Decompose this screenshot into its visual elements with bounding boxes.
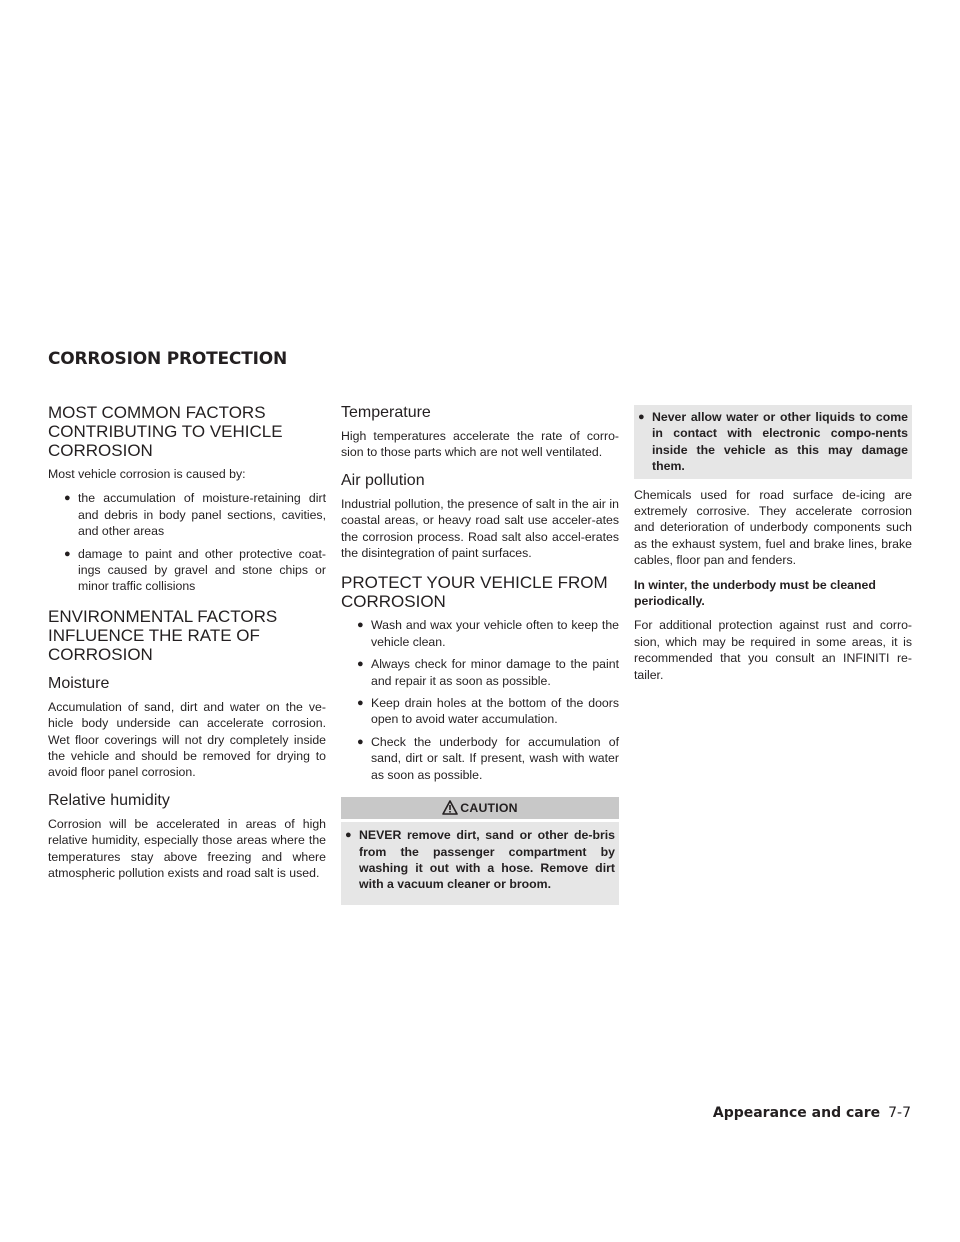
list-item: ● damage to paint and other protective coat-ings caused by gravel and stone chips or minor traffic collisions bbox=[64, 546, 326, 594]
bullet-icon: ● bbox=[345, 829, 352, 842]
caution-item: ● Never allow water or other liquids to come in contact with electronic compo-nents inside the vehicle as this may damage them. bbox=[638, 410, 908, 474]
caution-box-continued bbox=[634, 405, 912, 479]
intro-text: Most vehicle corrosion is caused by: bbox=[48, 467, 246, 481]
winter-text: In winter, the underbody must be cleaned periodically. bbox=[634, 577, 876, 609]
footer-section-title: Appearance and care bbox=[712, 1105, 881, 1121]
bullet-icon: ● bbox=[357, 658, 364, 671]
moisture-text: Accumulation of sand, dirt and water on the ve-hicle body underside can accelerate corrosion. Wet floor coverings will not dry completely inside the vehicle and should be removed for drying to avoid floor panel corrosion. bbox=[48, 699, 326, 780]
humidity-text: Corrosion will be accelerated in areas of high relative humidity, especially those areas where the temperatures stay above freezing and where atmospheric pollution exists and road salt is used. bbox=[48, 816, 326, 881]
heading-environmental-factors: ENVIRONMENTAL FACTORS INFLUENCE THE RATE OF CORROSION bbox=[48, 606, 278, 664]
warning-icon bbox=[442, 800, 458, 815]
list-item: ● Always check for minor damage to the paint and repair it as soon as possible. bbox=[357, 657, 619, 688]
additional-protection-text: For additional protection against rust and corro-sion, which may be required in some areas, it is recommended that you consult an INFINITI re-tailer. bbox=[634, 618, 912, 682]
list-item: ● Keep drain holes at the bottom of the doors open to avoid water accumulation. bbox=[357, 696, 619, 727]
caution-box bbox=[341, 822, 619, 905]
list-item: ● Wash and wax your vehicle often to keep the vehicle clean. bbox=[357, 618, 619, 649]
bullet-icon: ● bbox=[638, 411, 645, 423]
heading-common-factors: MOST COMMON FACTORS CONTRIBUTING TO VEHICLE CORROSION bbox=[48, 403, 283, 460]
caution-header bbox=[341, 797, 619, 819]
column-3 bbox=[634, 405, 912, 691]
page-footer bbox=[713, 1105, 911, 1121]
bullet-icon: ● bbox=[357, 735, 364, 748]
heading-temperature: Temperature bbox=[341, 404, 431, 421]
heading-air-pollution: Air pollution bbox=[341, 471, 425, 489]
list-item: ● Check the underbody for accumulation of sand, dirt or salt. If present, wash with water as soon as possible. bbox=[357, 734, 619, 782]
page-number: 7-7 bbox=[888, 1105, 911, 1121]
bullet-icon: ● bbox=[64, 492, 71, 505]
caution-item: ● NEVER remove dirt, sand or other de-bris from the passenger compartment by washing it out with a hose. Remove dirt with a vacuum cleaner or broom. bbox=[345, 828, 615, 892]
list-item: ● the accumulation of moisture-retaining dirt and debris in body panel sections, cavities, and other areas bbox=[64, 491, 326, 539]
heading-protect-vehicle: PROTECT YOUR VEHICLE FROM CORROSION bbox=[341, 573, 608, 612]
column-2 bbox=[341, 403, 619, 905]
page-title: CORROSION PROTECTION bbox=[48, 349, 288, 369]
protect-list bbox=[341, 617, 619, 783]
caution-label: CAUTION bbox=[460, 801, 518, 816]
pollution-text: Industrial pollution, the presence of salt in the air in coastal areas, or heavy road salt use acceler-ates the corrosion process. Road salt also accel-erates the disintegration of paint surfaces. bbox=[341, 496, 619, 561]
bullet-icon: ● bbox=[64, 547, 71, 560]
bullet-icon: ● bbox=[357, 619, 364, 632]
temperature-text: High temperatures accelerate the rate of corro-sion to those parts which are not well ventilated. bbox=[341, 429, 619, 460]
column-1 bbox=[48, 403, 326, 890]
heading-moisture: Moisture bbox=[48, 674, 110, 692]
heading-relative-humidity: Relative humidity bbox=[48, 791, 170, 809]
chemicals-text: Chemicals used for road surface de-icing are extremely corrosive. They accelerate corrosion and deterioration of underbody components such as the exhaust system, fuel and brake lines, brake cables, floor pan and fenders. bbox=[634, 487, 912, 568]
bullet-icon: ● bbox=[357, 697, 364, 710]
causes-list bbox=[48, 490, 326, 594]
